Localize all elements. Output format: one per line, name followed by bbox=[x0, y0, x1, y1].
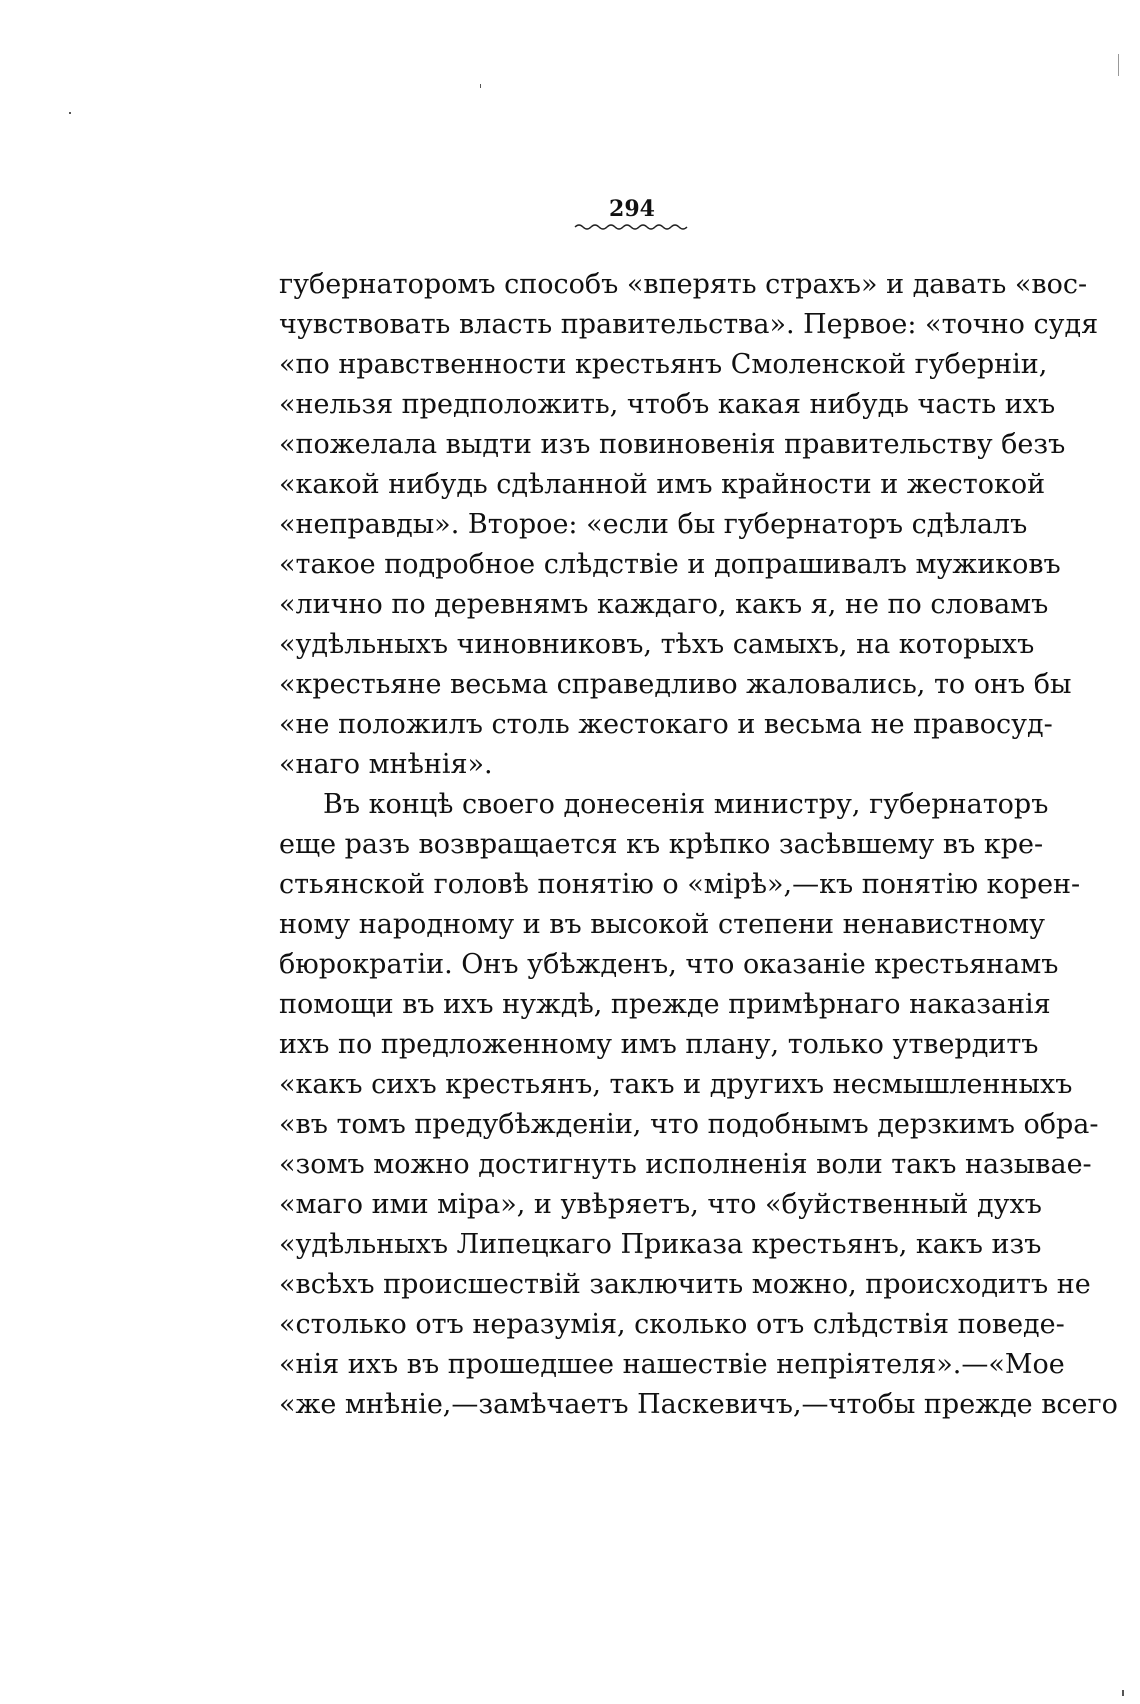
text-line: «удѣльныхъ Липецкаго Приказа крестьянъ, какъ изъ bbox=[279, 1229, 1042, 1260]
text-line: «пожелала выдти изъ повиновенія правительству безъ bbox=[279, 429, 1066, 460]
text-line: «удѣльныхъ чиновниковъ, тѣхъ самыхъ, на которыхъ bbox=[279, 629, 1035, 660]
scan-edge-mark bbox=[1118, 54, 1119, 76]
text-line: ному народному и въ высокой степени ненавистному bbox=[279, 909, 1046, 940]
text-line: «такое подробное слѣдствіе и допрашивалъ мужиковъ bbox=[279, 549, 1061, 580]
scan-speck bbox=[480, 84, 481, 88]
text-line: «нельзя предположить, чтобъ какая нибудь часть ихъ bbox=[279, 389, 1056, 420]
text-line: «же мнѣніе,—замѣчаетъ Паскевичъ,—чтобы прежде всего bbox=[279, 1389, 1118, 1420]
wavy-underline-ornament bbox=[573, 222, 691, 232]
paragraph-1 bbox=[279, 265, 1099, 785]
text-line: «нія ихъ въ прошедшее нашествіе непріятеля».—«Мое bbox=[279, 1349, 1065, 1380]
text-line: бюрократіи. Онъ убѣжденъ, что оказаніе крестьянамъ bbox=[279, 949, 1059, 980]
text-line: «всѣхъ происшествій заключить можно, происходитъ не bbox=[279, 1269, 1091, 1300]
text-line: помощи въ ихъ нуждѣ, прежде примѣрнаго наказанія bbox=[279, 989, 1051, 1020]
text-line: «въ томъ предубѣжденіи, что подобнымъ дерзкимъ обра- bbox=[279, 1109, 1099, 1140]
paragraph-2 bbox=[279, 785, 1118, 1425]
text-line: «какой нибудь сдѣланной имъ крайности и жестокой bbox=[279, 469, 1046, 500]
text-line: «не положилъ столь жестокаго и весьма не правосуд- bbox=[279, 709, 1053, 740]
text-line: ихъ по предложенному имъ плану, только утвердитъ bbox=[279, 1029, 1039, 1060]
scan-speck bbox=[69, 112, 71, 114]
text-line: «столько отъ неразумія, сколько отъ слѣдствія поведе- bbox=[279, 1309, 1065, 1340]
text-line: «какъ сихъ крестьянъ, такъ и другихъ несмышленныхъ bbox=[279, 1069, 1073, 1100]
text-line: «маго ими міра», и увѣряетъ, что «буйственный духъ bbox=[279, 1189, 1042, 1220]
text-line: губернаторомъ способъ «вперять страхъ» и давать «вос- bbox=[279, 269, 1088, 300]
text-line: «зомъ можно достигнуть исполненія воли такъ называе- bbox=[279, 1149, 1092, 1180]
text-line: стьянской головѣ понятію о «мірѣ»,—къ понятію корен- bbox=[279, 869, 1081, 900]
text-line: чувствовать власть правительства». Первое: «точно судя bbox=[279, 309, 1099, 340]
text-line: «лично по деревнямъ каждаго, какъ я, не по словамъ bbox=[279, 589, 1049, 620]
text-line: Въ концѣ своего донесенія министру, губернаторъ bbox=[323, 789, 1049, 820]
body-text bbox=[279, 265, 1118, 1425]
text-line: еще разъ возвращается къ крѣпко засѣвшему въ кре- bbox=[279, 829, 1044, 860]
page-header bbox=[562, 196, 702, 232]
page-number: 294 bbox=[609, 196, 655, 222]
text-line: «наго мнѣнія». bbox=[279, 749, 493, 780]
scan-speck bbox=[1122, 1690, 1124, 1696]
text-line: «по нравственности крестьянъ Смоленской губерніи, bbox=[279, 349, 1048, 380]
text-line: «крестьяне весьма справедливо жаловались, то онъ бы bbox=[279, 669, 1072, 700]
text-line: «неправды». Второе: «если бы губернаторъ сдѣлалъ bbox=[279, 509, 1028, 540]
